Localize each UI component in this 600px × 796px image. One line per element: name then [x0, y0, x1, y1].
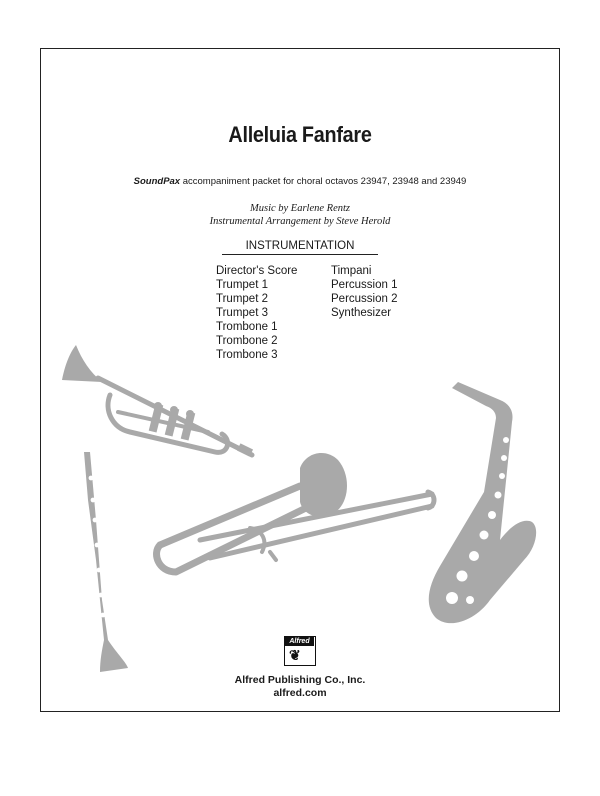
publisher-website: alfred.com [273, 687, 327, 699]
publisher-logo [284, 636, 316, 666]
clarinet-icon [84, 452, 128, 672]
list-item: Trombone 3 [216, 349, 278, 361]
subtitle-text: accompaniment packet for choral octavos 23947, 23948 and 23949 [180, 176, 467, 187]
list-item: Synthesizer [331, 307, 392, 319]
list-item: Trumpet 1 [216, 279, 268, 291]
list-item: Timpani [331, 265, 372, 277]
logo-wordmark: Alfred [285, 637, 314, 646]
list-item: Trumpet 3 [216, 307, 268, 319]
list-item: Director's Score [216, 265, 298, 277]
list-item: Trombone 1 [216, 321, 278, 333]
music-credit: Music by Earlene Rentz [249, 203, 350, 214]
list-item: Percussion 2 [331, 293, 398, 305]
list-item: Percussion 1 [331, 279, 398, 291]
list-item: Trombone 2 [216, 335, 278, 347]
instrumentation-heading: INSTRUMENTATION [222, 240, 378, 255]
arrangement-credit: Instrumental Arrangement by Steve Herold [209, 216, 391, 227]
logo-emblem-icon: ❦ [289, 647, 301, 663]
list-item: Trumpet 2 [216, 293, 268, 305]
subtitle-brand: SoundPax [133, 176, 181, 187]
publisher-name: Alfred Publishing Co., Inc. [234, 674, 366, 686]
trombone-icon [157, 453, 434, 572]
page-title: Alleluia Fanfare [228, 122, 372, 147]
trumpet-icon [62, 345, 253, 457]
saxophone-icon [429, 382, 536, 623]
